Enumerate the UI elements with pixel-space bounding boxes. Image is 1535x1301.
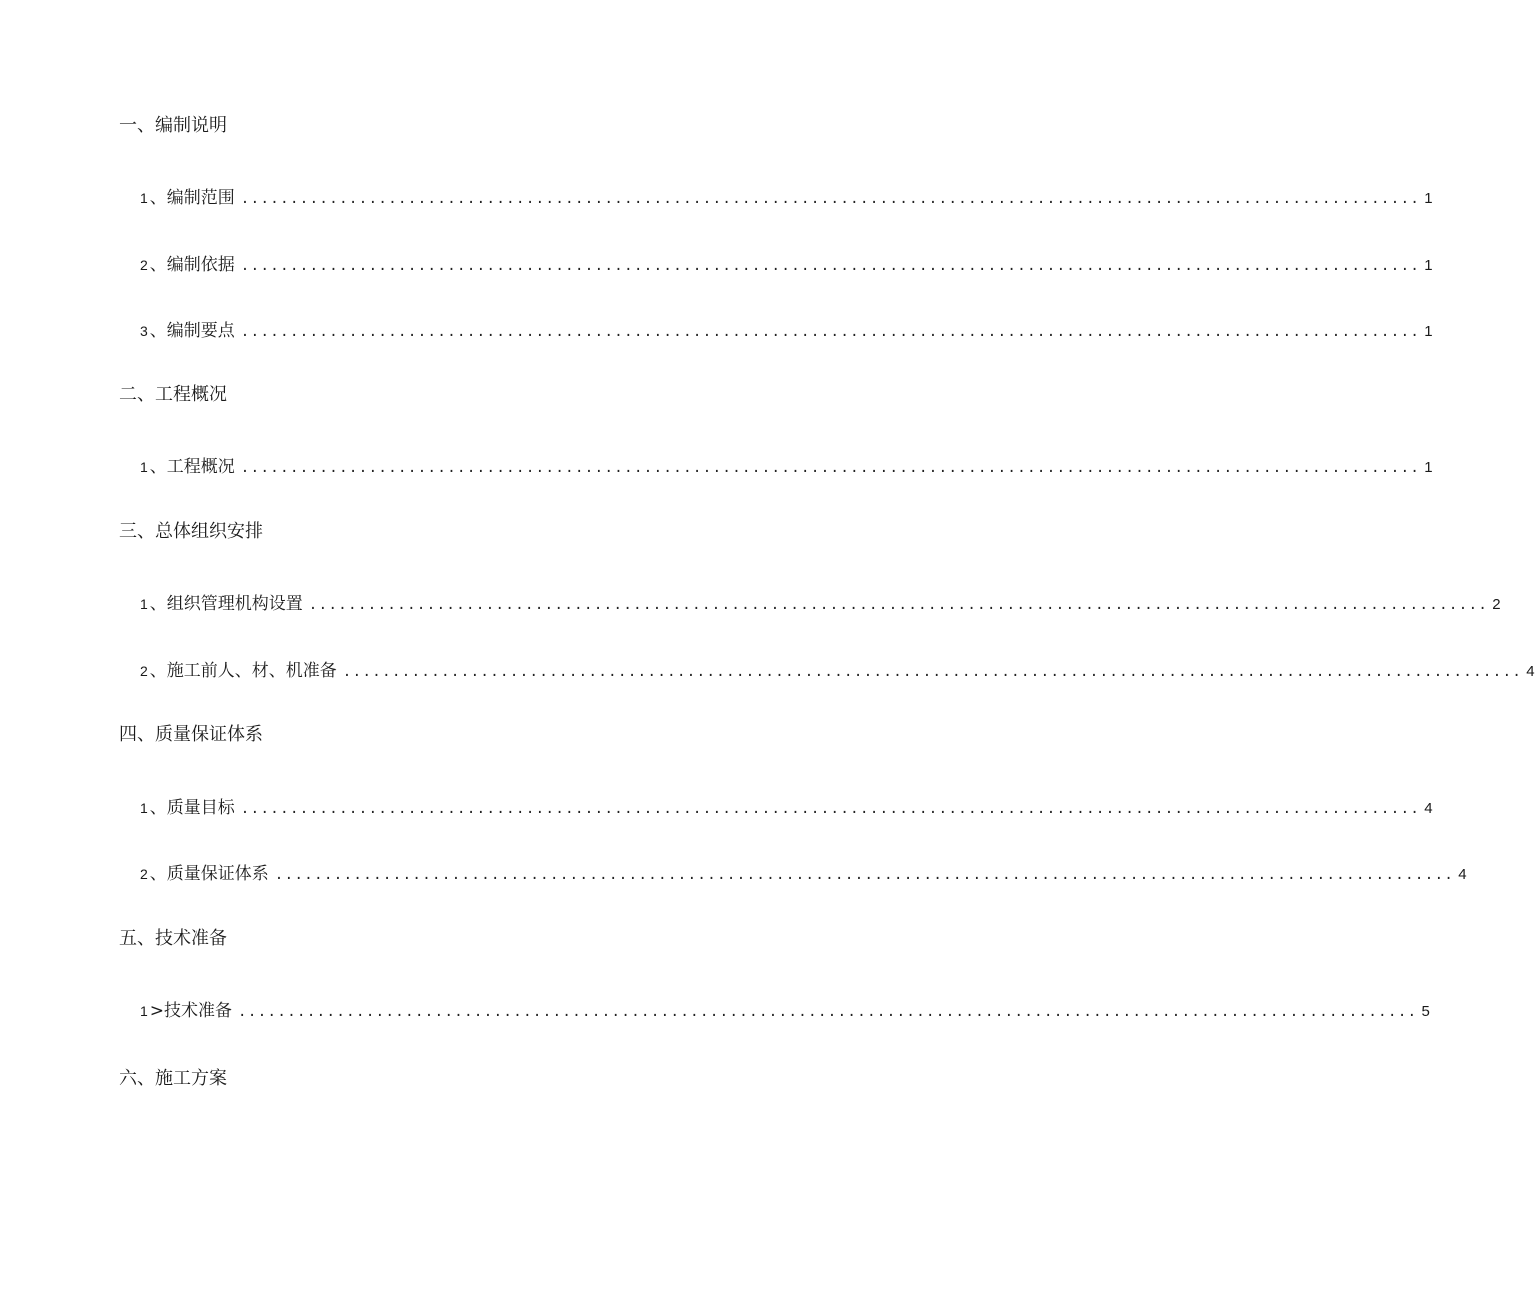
toc-entry-separator: 、 — [149, 661, 167, 681]
dot-leader: ........................................................................................................................ — [240, 258, 1421, 274]
toc-entry-title: 施工前人、材、机准备 — [166, 661, 337, 681]
toc-entry-number: 1 — [140, 800, 148, 816]
toc-entry-number: 2 — [140, 257, 148, 273]
toc-entry-number: 2 — [140, 663, 148, 679]
toc-entry-page: 4 — [1526, 663, 1535, 680]
toc-entry-separator: 、 — [149, 798, 167, 818]
dot-leader: ........................................................................................................................ — [274, 867, 1455, 883]
toc-entry-title: 质量保证体系 — [166, 864, 269, 884]
toc-entry-separator: 、 — [149, 255, 167, 275]
toc-entry-separator: > — [149, 1001, 165, 1021]
toc-entry[interactable] — [140, 862, 1467, 887]
toc-entry-number: 1 — [140, 190, 148, 206]
toc-entry-title: 编制范围 — [166, 188, 235, 208]
toc-entry-title: 组织管理机构设置 — [166, 594, 303, 614]
dot-leader: ........................................................................................................................ — [308, 597, 1489, 613]
dot-leader: ........................................................................................................................ — [240, 191, 1421, 207]
toc-entry-title: 编制依据 — [166, 255, 235, 275]
toc-entry-title: 编制要点 — [166, 321, 235, 341]
toc-entry[interactable] — [140, 455, 1433, 480]
toc-entry-separator: 、 — [149, 457, 167, 477]
toc-entry-separator: 、 — [149, 594, 167, 614]
dot-leader: ........................................................................................................................ — [240, 801, 1421, 817]
toc-entry-number: 1 — [140, 1003, 148, 1019]
toc-entry-number: 1 — [140, 459, 148, 475]
toc-entry[interactable] — [140, 186, 1433, 211]
toc-entry[interactable] — [140, 253, 1433, 278]
toc-section-heading: 三、总体组织安排 — [119, 521, 263, 542]
toc-entry-page: 1 — [1424, 257, 1433, 274]
toc-section-heading: 六、施工方案 — [119, 1068, 227, 1089]
toc-entry[interactable] — [140, 796, 1433, 821]
toc-entry-page: 2 — [1492, 596, 1501, 613]
toc-entry-title: 工程概况 — [166, 457, 235, 477]
toc-entry-title: 技术准备 — [164, 1001, 233, 1021]
toc-entry[interactable] — [140, 319, 1433, 344]
toc-entry-separator: 、 — [149, 188, 167, 208]
toc-entry-separator: 、 — [149, 321, 167, 341]
toc-entry[interactable] — [140, 592, 1501, 617]
toc-entry-page: 5 — [1421, 1003, 1430, 1020]
toc-section-heading: 二、工程概况 — [119, 384, 227, 405]
toc-section-heading: 四、质量保证体系 — [119, 724, 263, 745]
toc-entry-page: 1 — [1424, 323, 1433, 340]
toc-section-heading: 五、技术准备 — [119, 928, 227, 949]
toc-entry-separator: 、 — [149, 864, 167, 884]
dot-leader: ........................................................................................................................ — [342, 664, 1523, 680]
toc-entry-page: 1 — [1424, 190, 1433, 207]
dot-leader: ........................................................................................................................ — [240, 324, 1421, 340]
toc-entry[interactable] — [140, 999, 1430, 1024]
toc-entry-page: 4 — [1424, 800, 1433, 817]
toc-entry-page: 4 — [1458, 866, 1467, 883]
toc-entry[interactable] — [140, 659, 1535, 684]
toc-section-heading: 一、编制说明 — [119, 115, 227, 136]
toc-entry-number: 1 — [140, 596, 148, 612]
dot-leader: ........................................................................................................................ — [240, 460, 1421, 476]
toc-entry-number: 3 — [140, 323, 148, 339]
toc-entry-number: 2 — [140, 866, 148, 882]
dot-leader: ........................................................................................................................ — [238, 1004, 1418, 1020]
toc-entry-page: 1 — [1424, 459, 1433, 476]
toc-entry-title: 质量目标 — [166, 798, 235, 818]
